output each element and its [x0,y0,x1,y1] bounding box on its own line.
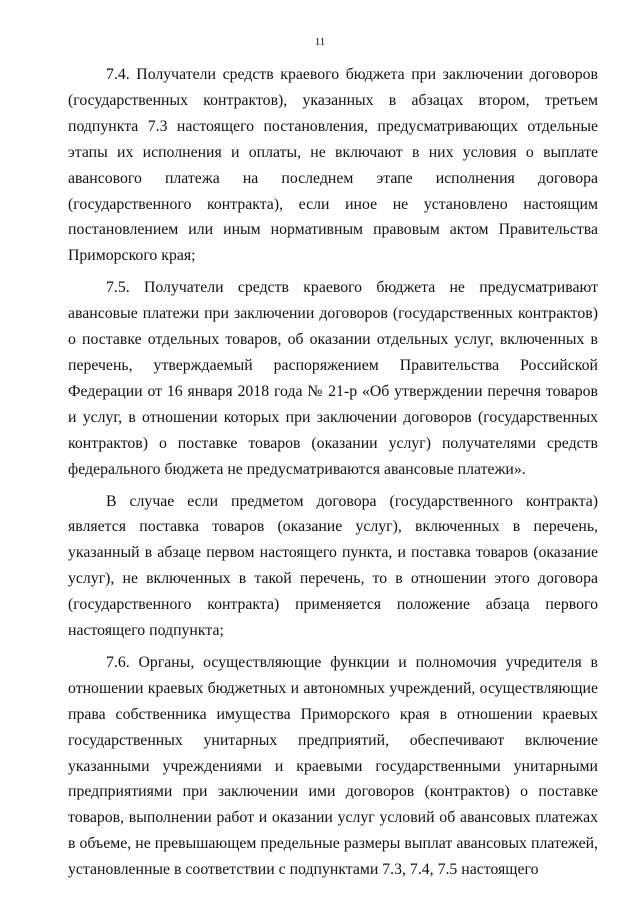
paragraph-7-6: 7.6. Органы, осуществляющие функции и полномочия учредителя в отношении краевых бюджетных и автономных учреждений, осуществляющие права собственника имущества Приморского края в отношении краевых государственных унитарных предприятий, обеспечивают включение указанными учреждениями и краевыми государственными унитарными предприятиями при заключении ими договоров (контрактов) о поставке товаров, выполнении работ и оказании услуг условий об авансовых платежах в объеме, не превышающем предельные размеры выплат авансовых платежей, установленные в соответствии с подпунктами 7.3, 7.4, 7.5 настоящего [68,653,598,879]
document-body [68,62,598,883]
paragraph-7-5: 7.5. Получатели средств краевого бюджета не предусматривают авансовые платежи при заключении договоров (государственных контрактов) о поставке отдельных товаров, об оказании отдельных услуг, включенных в перечень, утверждаемый распоряжением Правительства Российской Федерации от 16 января 2018 года № 21-р «Об утверждении перечня товаров и услуг, в отношении которых при заключении договоров (государственных контрактов) о поставке товаров (оказании услуг) получателями средств федерального бюджета не предусматриваются авансовые платежи». [68,279,598,478]
paragraph-7-4: 7.4. Получатели средств краевого бюджета при заключении договоров (государственных контрактов), указанных в абзацах втором, третьем подпункта 7.3 настоящего постановления, предусматривающих отдельные этапы их исполнения и оплаты, не включают в них условия о выплате авансового платежа на последнем этапе исполнения договора (государственного контракта), если иное не установлено настоящим постановлением или иным нормативным правовым актом Правительства Приморского края; [68,66,598,265]
paragraph-7-5-case: В случае если предметом договора (государственного контракта) является поставка товаров (оказание услуг), включенных в перечень, указанный в абзаце первом настоящего пункта, и поставка товаров (оказание услуг), не включенных в такой перечень, то в отношении этого договора (государственного контракта) применяется положение абзаца первого настоящего подпункта; [68,492,598,640]
page-number: 11 [314,36,326,48]
